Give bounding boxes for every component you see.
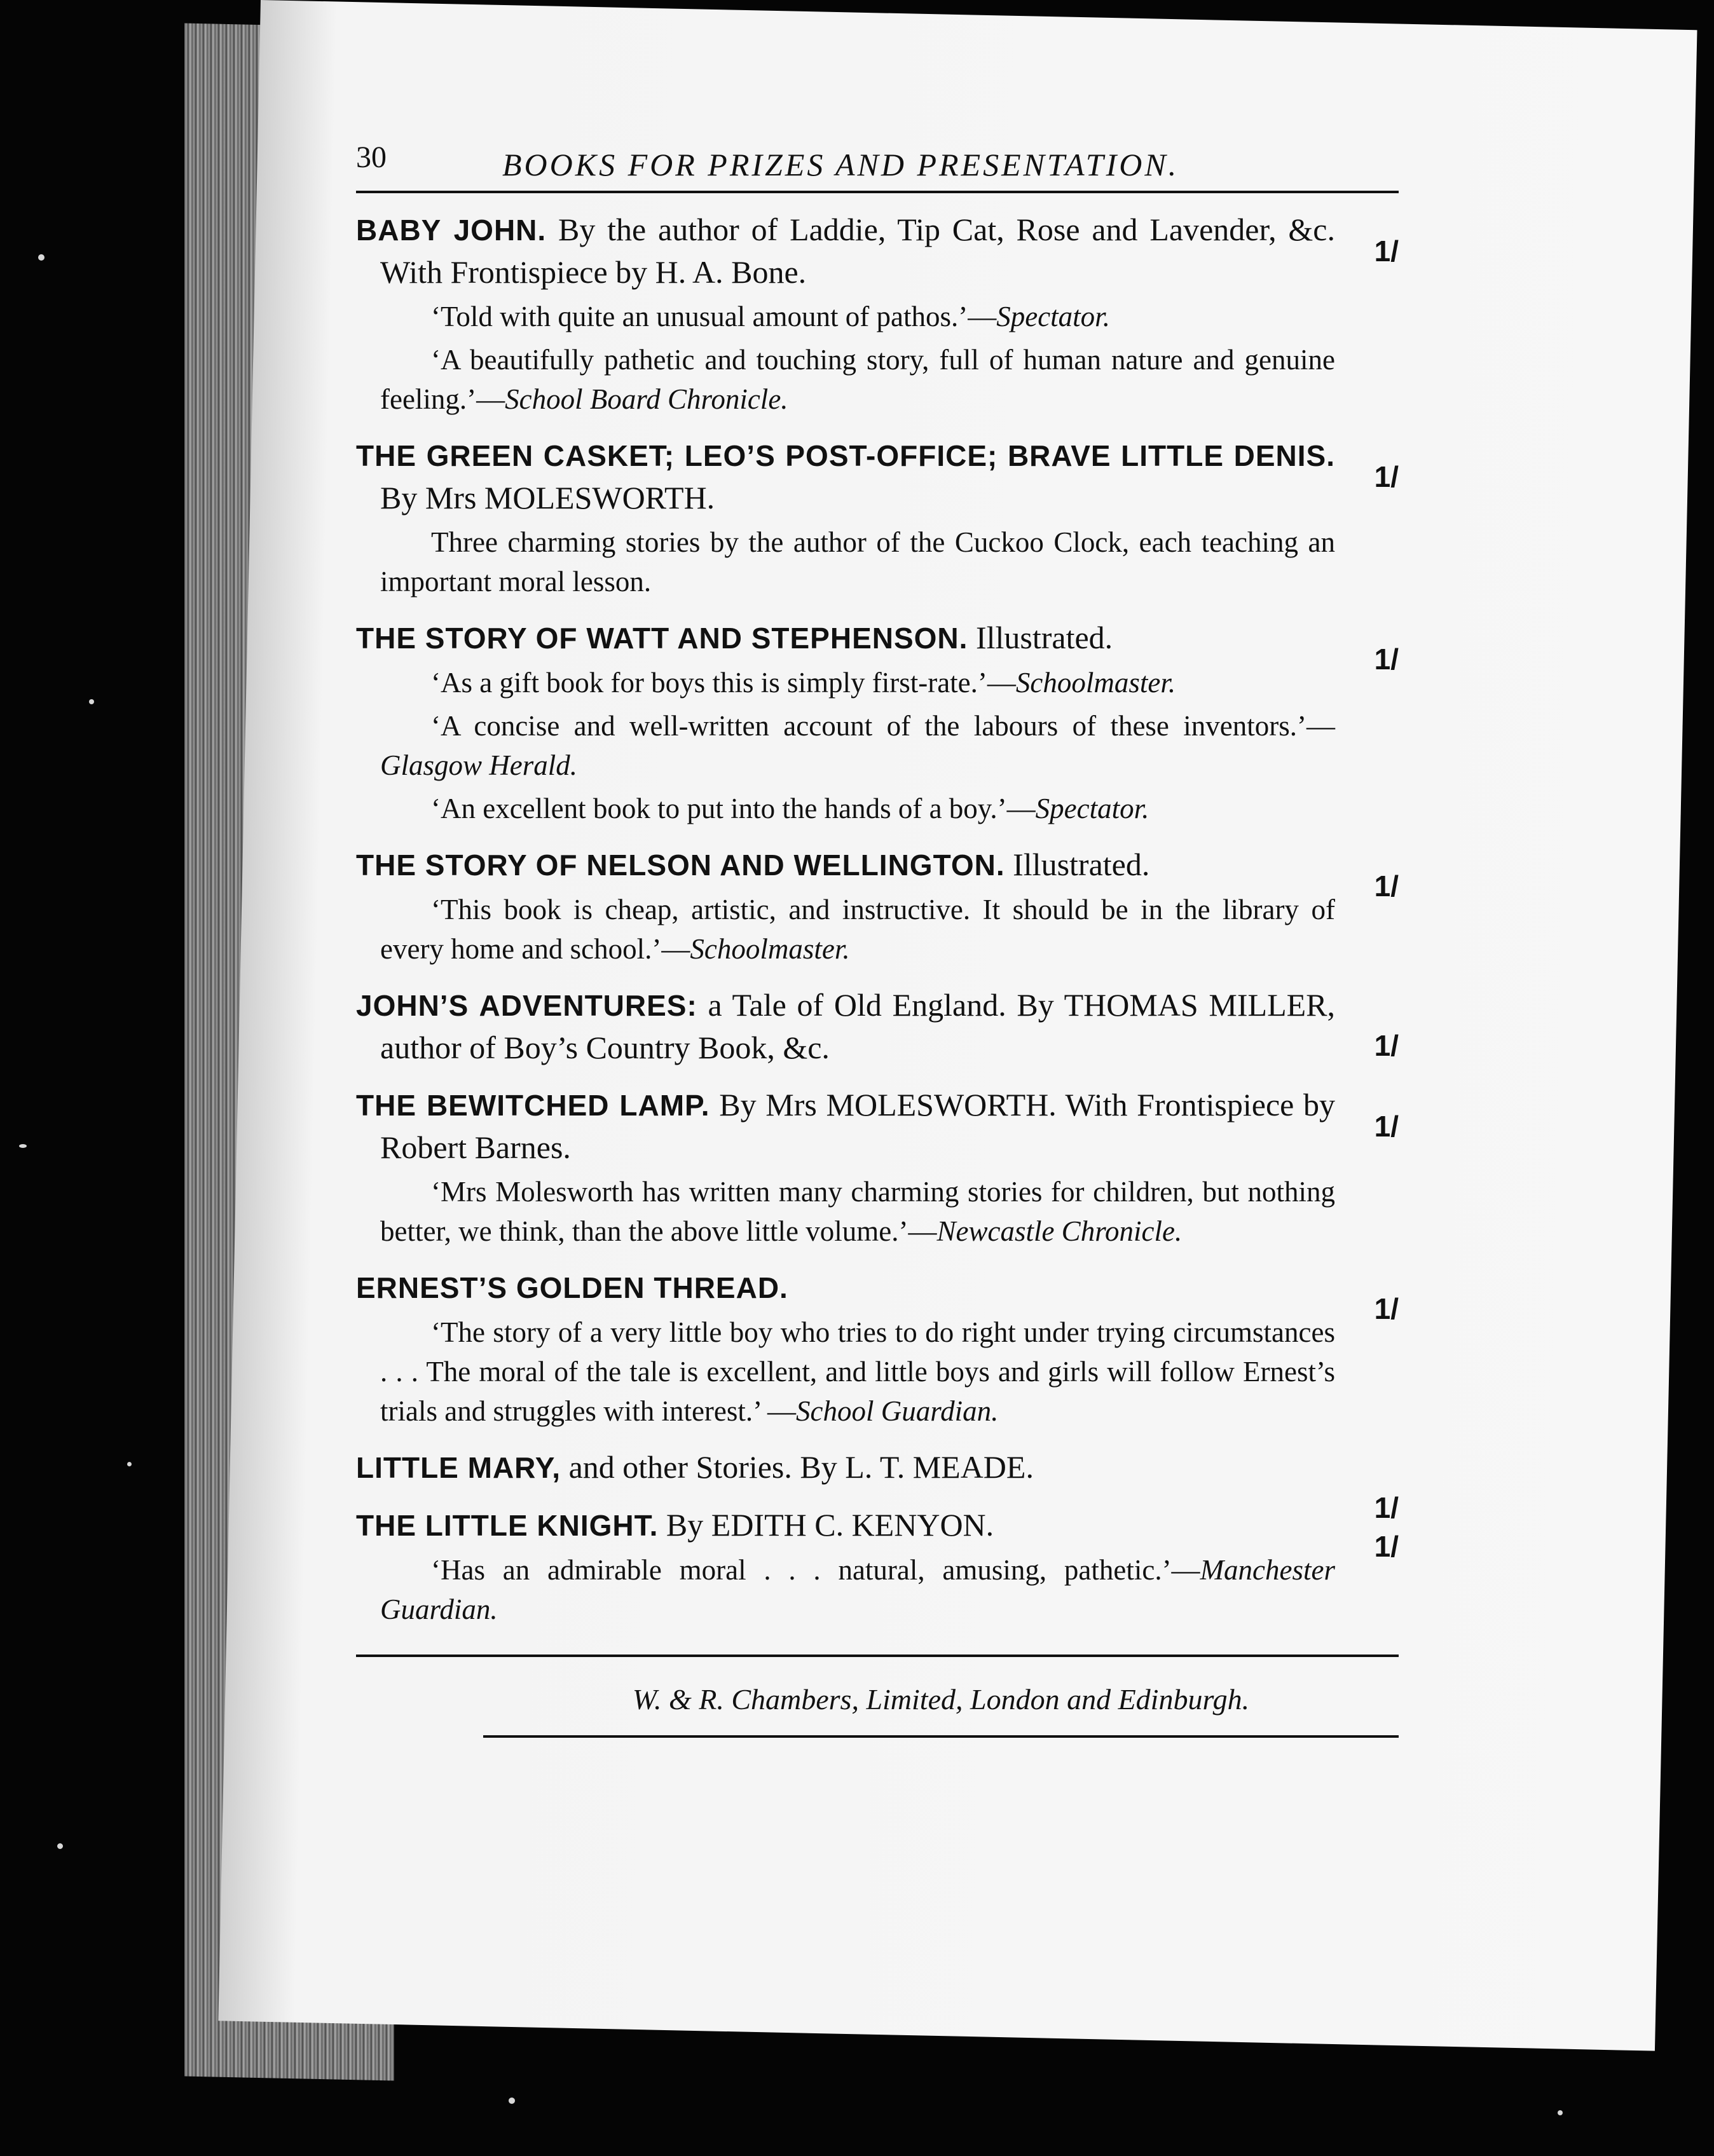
- book-price: 1/: [1374, 1530, 1399, 1563]
- review-text: ‘A beautifully pathetic and touching story, full of human nature and genuine feeling.’—: [380, 344, 1335, 415]
- dust-speck: [57, 1843, 63, 1849]
- review-text: Three charming stories by the author of the Cuckoo Clock, each teaching an important moral lesson.: [380, 526, 1335, 597]
- review-source: Spectator.: [1035, 793, 1149, 824]
- book-description: Illustrated.: [975, 620, 1113, 655]
- review-source: School Guardian.: [796, 1395, 999, 1427]
- page-number: 30: [356, 140, 387, 174]
- book-title: THE GREEN CASKET; LEO’S POST-OFFICE; BRAVE LITTLE DENIS.: [356, 439, 1335, 472]
- book-entry: [356, 1266, 1399, 1431]
- review-text: ‘Told with quite an unusual amount of pathos.’—: [431, 301, 997, 332]
- page-content: [356, 133, 1399, 1738]
- review-quote: [380, 789, 1335, 828]
- entry-heading: [356, 1266, 1335, 1309]
- book-title: THE STORY OF WATT AND STEPHENSON.: [356, 622, 968, 655]
- review-quote: [380, 1550, 1335, 1629]
- entry-heading: [356, 1504, 1335, 1546]
- book-entry: [356, 208, 1399, 419]
- book-price: 1/: [1374, 235, 1399, 268]
- entry-heading: [356, 1084, 1335, 1168]
- review-text: ‘Has an admirable moral . . . natural, amusing, pathetic.’—: [431, 1554, 1200, 1586]
- entry-heading: [356, 984, 1335, 1068]
- book-description: By EDITH C. KENYON.: [666, 1507, 994, 1543]
- review-text: ‘As a gift book for boys this is simply first-rate.’—: [431, 667, 1016, 699]
- dust-speck: [38, 254, 45, 261]
- book-description: and other Stories. By L. T. MEADE.: [568, 1449, 1034, 1485]
- review-quote: [380, 297, 1335, 336]
- dust-speck: [127, 1462, 132, 1466]
- review-source: School Board Chronicle.: [505, 383, 788, 415]
- review-quote: [380, 706, 1335, 785]
- book-entry: [356, 1504, 1399, 1629]
- page-header: [356, 133, 1399, 193]
- book-title: JOHN’S ADVENTURES:: [356, 989, 697, 1022]
- book-price: 1/: [1374, 1491, 1399, 1524]
- book-title: LITTLE MARY,: [356, 1451, 561, 1484]
- review-source: Newcastle Chronicle.: [936, 1215, 1183, 1247]
- review-text: ‘Mrs Molesworth has written many charming stories for children, but nothing better, we think, than the above little volume.’—: [380, 1176, 1335, 1247]
- book-description: By Mrs MOLESWORTH.: [380, 480, 715, 515]
- dust-speck: [1558, 2110, 1563, 2115]
- review-text: ‘The story of a very little boy who tries to do right under trying circumstances . . . The moral of the tale is excellent, and little boys and girls will follow Ernest’s trials and struggles with interest.’ —: [380, 1316, 1335, 1427]
- book-entry: [356, 843, 1399, 969]
- catalogue-entries: [356, 208, 1399, 1629]
- book-entry: [356, 984, 1399, 1068]
- entry-heading: [356, 208, 1335, 293]
- review-text: ‘An excellent book to put into the hands of a boy.’—: [431, 793, 1036, 824]
- book-description: Illustrated.: [1013, 847, 1150, 882]
- review-text: ‘A concise and well-written account of the labours of these inventors.’—: [431, 710, 1335, 742]
- book-entry: [356, 1446, 1399, 1524]
- entry-heading: [356, 1446, 1335, 1489]
- entry-heading: [356, 843, 1335, 886]
- review-quote: [380, 1172, 1335, 1251]
- review-text: ‘This book is cheap, artistic, and instructive. It should be in the library of every home and school.’—: [380, 894, 1335, 965]
- book-title: ERNEST’S GOLDEN THREAD.: [356, 1271, 788, 1304]
- book-price: 1/: [1374, 643, 1399, 676]
- dust-speck: [89, 699, 94, 704]
- review-source: Schoolmaster.: [1015, 667, 1176, 699]
- review-source: Spectator.: [996, 301, 1110, 332]
- review-source: Schoolmaster.: [690, 933, 850, 965]
- book-description: By the author of Laddie, Tip Cat, Rose and Lavender, &c. With Frontispiece by H. A. Bone.: [380, 212, 1335, 290]
- review-quote: [380, 663, 1335, 702]
- review-quote: [380, 890, 1335, 969]
- book-title: THE LITTLE KNIGHT.: [356, 1509, 659, 1542]
- book-price: 1/: [1374, 1110, 1399, 1143]
- review-quote: [380, 522, 1335, 601]
- dust-speck: [509, 2098, 515, 2104]
- book-price: 1/: [1374, 870, 1399, 903]
- book-title: THE BEWITCHED LAMP.: [356, 1089, 710, 1122]
- book-price: 1/: [1374, 460, 1399, 493]
- book-title: BABY JOHN.: [356, 214, 547, 247]
- review-quote: [380, 1313, 1335, 1431]
- dust-speck: [19, 1144, 27, 1148]
- publisher-imprint: W. & R. Chambers, Limited, London and Edinburgh.: [483, 1657, 1399, 1738]
- book-title: THE STORY OF NELSON AND WELLINGTON.: [356, 849, 1005, 882]
- review-quote: [380, 340, 1335, 419]
- page-footer: [356, 1655, 1399, 1738]
- book-description: a Tale of Old England. By THOMAS MILLER, author of Boy’s Country Book, &c.: [380, 987, 1336, 1065]
- entry-heading: [356, 434, 1335, 519]
- running-title: BOOKS FOR PRIZES AND PRESENTATION.: [502, 147, 1179, 182]
- review-source: Glasgow Herald.: [380, 749, 578, 781]
- book-entry: [356, 434, 1399, 601]
- book-description: By Mrs MOLESWORTH. With Frontispiece by Robert Barnes.: [380, 1087, 1335, 1165]
- book-price: 1/: [1374, 1292, 1399, 1325]
- entry-heading: [356, 617, 1335, 659]
- book-entry: [356, 1084, 1399, 1251]
- book-entry: [356, 617, 1399, 828]
- book-price: 1/: [1374, 1029, 1399, 1062]
- review-source: Manchester Guardian.: [380, 1554, 1335, 1625]
